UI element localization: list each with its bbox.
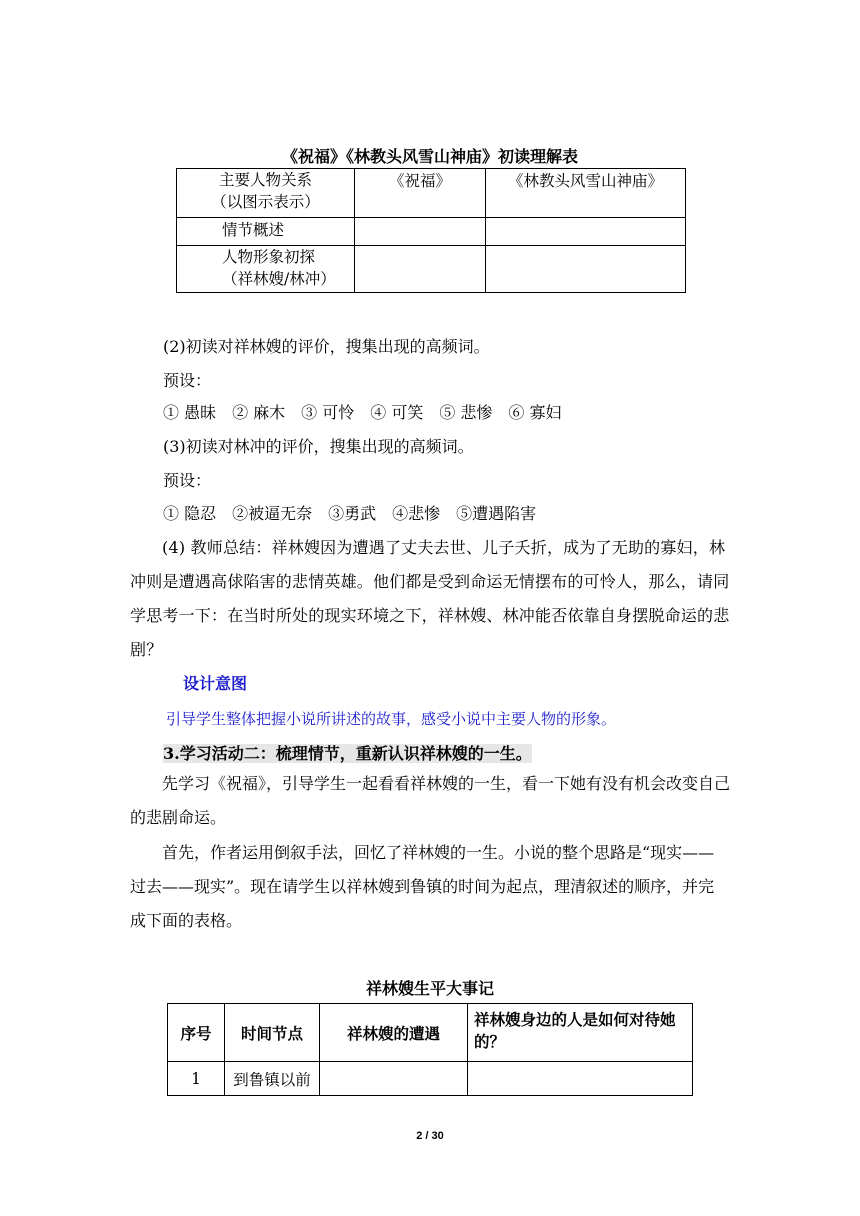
paragraph-6: 首先，作者运用倒叙手法，回忆了祥林嫂的一生。小说的整个思路是“现实——过去——现实”。现在请学生以祥林嫂到鲁镇的时间为起点，理清叙述的顺序，并完成下面的表格。 bbox=[130, 843, 715, 930]
table2-cell: 1 bbox=[168, 1062, 225, 1096]
table1-cell bbox=[355, 218, 486, 246]
life-events-table bbox=[167, 1003, 693, 1096]
table1-header-cell: 《祝福》 bbox=[355, 169, 486, 218]
table2-header-cell: 序号 bbox=[168, 1004, 225, 1062]
table1-header-cell: 主要人物关系 （以图示表示） bbox=[177, 169, 355, 218]
question-3: (3)初读对林冲的评价，搜集出现的高频词。 bbox=[163, 437, 474, 456]
table1-cell bbox=[355, 246, 486, 293]
question-2: (2)初读对祥林嫂的评价，搜集出现的高频词。 bbox=[163, 337, 490, 356]
table1-header-cell: 《林教头风雪山神庙》 bbox=[486, 169, 686, 218]
paragraph-5: 先学习《祝福》，引导学生一起看看祥林嫂的一生，看一下她有没有机会改变自己的悲剧命运。 bbox=[130, 774, 731, 827]
page-number: 2 / 30 bbox=[416, 1130, 444, 1142]
design-intent-text: 引导学生整体把握小说所讲述的故事，感受小说中主要人物的形象。 bbox=[166, 710, 617, 728]
table2-cell: 到鲁镇以前 bbox=[225, 1062, 320, 1096]
activity-heading-text: 3.学习活动二：梳理情节，重新认识祥林嫂的一生。 bbox=[163, 744, 532, 763]
word-list-1: ① 愚昧 ② 麻木 ③ 可怜 ④ 可笑 ⑤ 悲惨 ⑥ 寡妇 bbox=[163, 403, 562, 422]
table2-title: 祥林嫂生平大事记 bbox=[365, 981, 494, 998]
teacher-summary: (4) 教师总结：祥林嫂因为遭遇了丈夫去世、儿子夭折，成为了无助的寡妇，林冲则是遭遇高俅陷害的悲情英雄。他们都是受到命运无情摆布的可怜人，那么，请同学思考一下：在当时所处的现实环境之下，祥林嫂、林冲能否依靠自身摆脱命运的悲剧？ bbox=[130, 538, 730, 659]
preset-label: 预设： bbox=[163, 471, 212, 490]
table1-row-label: 情节概述 bbox=[177, 218, 355, 246]
word-list-2: ① 隐忍 ②被逼无奈 ③勇武 ④悲惨 ⑤遭遇陷害 bbox=[163, 504, 537, 523]
table2-header-cell: 祥林嫂身边的人是如何对待她的？ bbox=[468, 1004, 693, 1062]
table2-cell bbox=[468, 1062, 693, 1096]
table1-cell bbox=[486, 246, 686, 293]
preset-label: 预设： bbox=[163, 371, 212, 390]
design-intent-title: 设计意图 bbox=[183, 676, 248, 693]
activity-heading bbox=[163, 741, 532, 767]
table2-header-cell: 时间节点 bbox=[225, 1004, 320, 1062]
table1-row-label: 人物形象初探 （祥林嫂/林冲） bbox=[177, 246, 355, 293]
table2-header-cell: 祥林嫂的遭遇 bbox=[320, 1004, 468, 1062]
table1-cell bbox=[486, 218, 686, 246]
table2-cell bbox=[320, 1062, 468, 1096]
table1-title: 《祝福》《林教头风雪山神庙》初读理解表 bbox=[281, 147, 578, 166]
reading-table bbox=[176, 168, 686, 293]
